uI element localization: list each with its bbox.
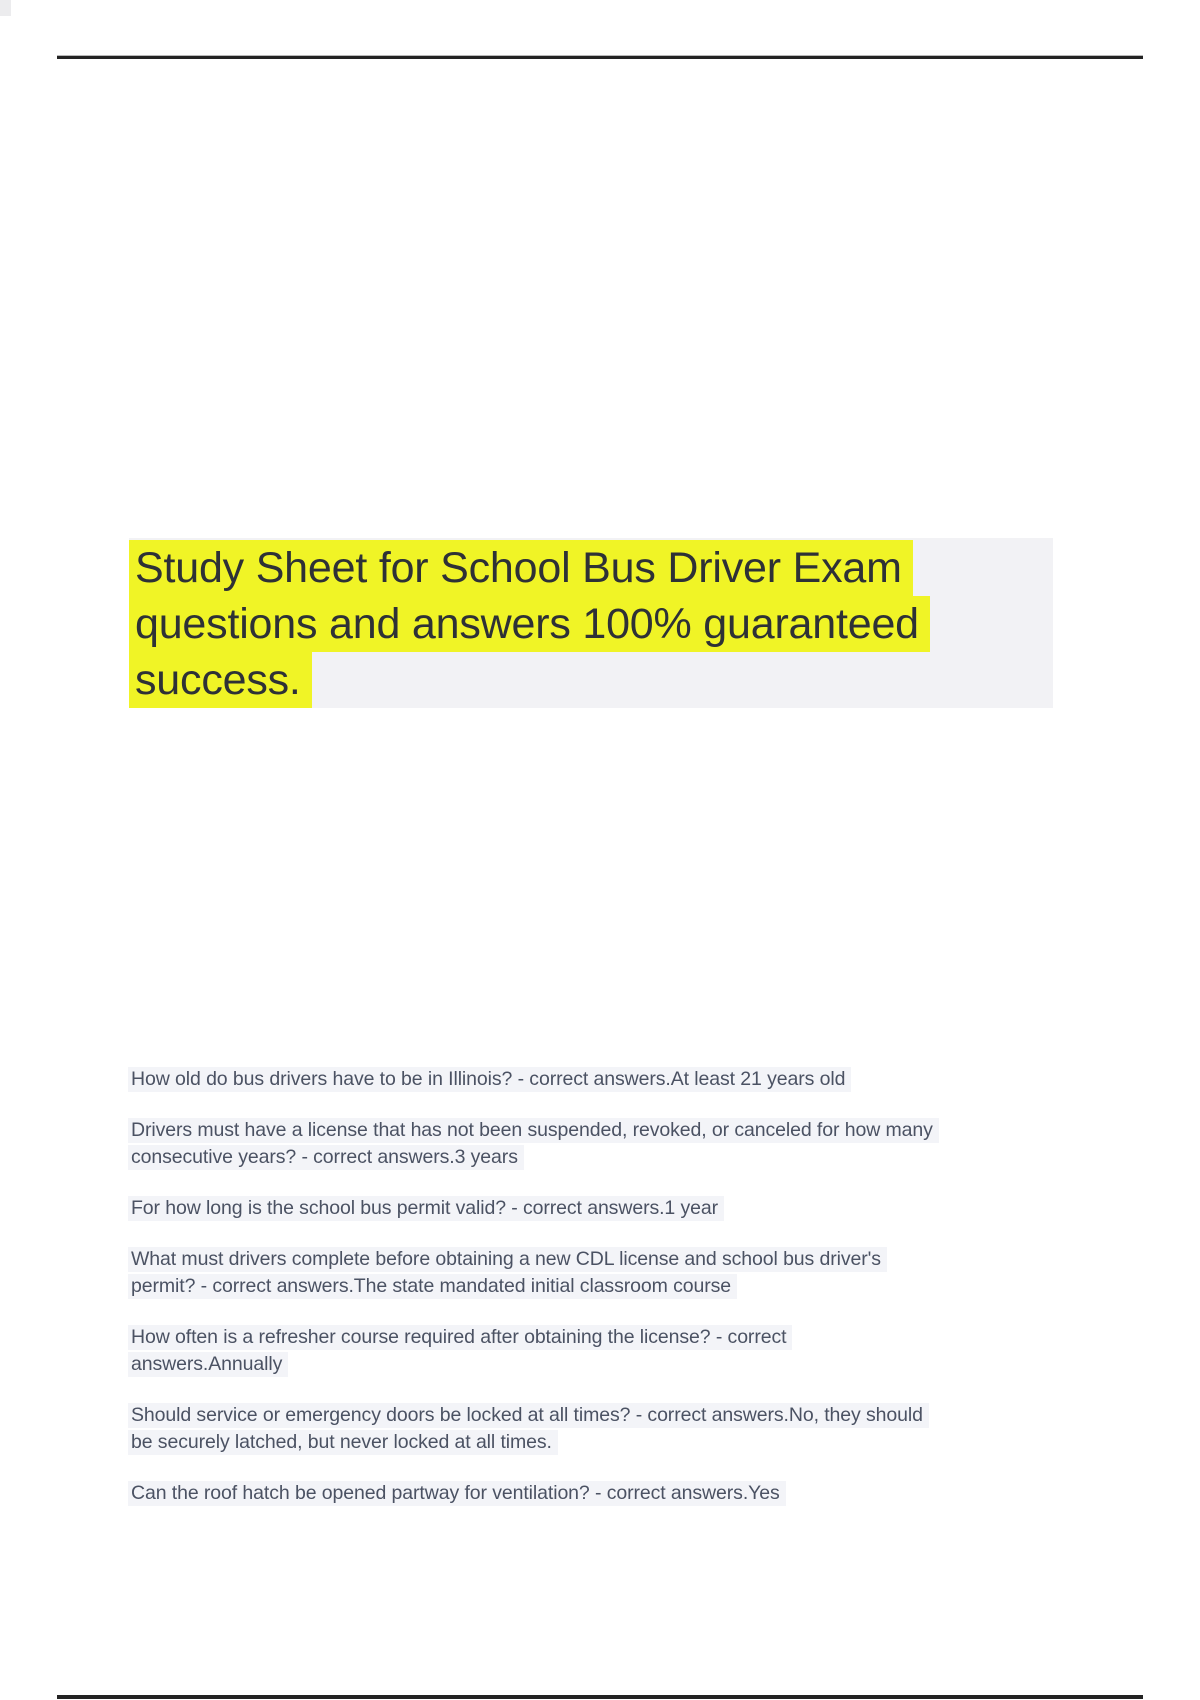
- qa-line: answers.Annually: [128, 1352, 288, 1377]
- qa-paragraph: [131, 1246, 1151, 1300]
- qa-paragraph: [131, 1324, 1151, 1378]
- corner-artifact: [0, 0, 11, 16]
- qa-line: What must drivers complete before obtaining a new CDL license and school bus driver's: [128, 1247, 887, 1272]
- qa-line: Should service or emergency doors be locked at all times? - correct answers.No, they should: [128, 1403, 929, 1428]
- qa-line: be securely latched, but never locked at all times.: [128, 1430, 558, 1455]
- qa-paragraph: [131, 1402, 1151, 1456]
- qa-line: consecutive years? - correct answers.3 years: [128, 1145, 524, 1170]
- qa-line: For how long is the school bus permit valid? - correct answers.1 year: [128, 1196, 724, 1221]
- qa-paragraph: [131, 1195, 1151, 1222]
- qa-paragraph: [131, 1117, 1151, 1171]
- qa-line: permit? - correct answers.The state mandated initial classroom course: [128, 1274, 737, 1299]
- qa-line: How old do bus drivers have to be in Illinois? - correct answers.At least 21 years old: [128, 1067, 851, 1092]
- title-block: [129, 540, 1053, 708]
- qa-line: Can the roof hatch be opened partway for ventilation? - correct answers.Yes: [128, 1481, 786, 1506]
- title-line-1: Study Sheet for School Bus Driver Exam: [129, 540, 913, 596]
- bottom-rule: [57, 1695, 1143, 1699]
- title-line-3: success.: [129, 652, 312, 708]
- qa-list: [131, 1066, 1151, 1531]
- title-line-2: questions and answers 100% guaranteed: [129, 596, 930, 652]
- qa-line: Drivers must have a license that has not been suspended, revoked, or canceled for how many: [128, 1118, 939, 1143]
- qa-paragraph: [131, 1066, 1151, 1093]
- qa-line: How often is a refresher course required after obtaining the license? - correct: [128, 1325, 792, 1350]
- top-rule: [57, 56, 1143, 59]
- qa-paragraph: [131, 1480, 1151, 1507]
